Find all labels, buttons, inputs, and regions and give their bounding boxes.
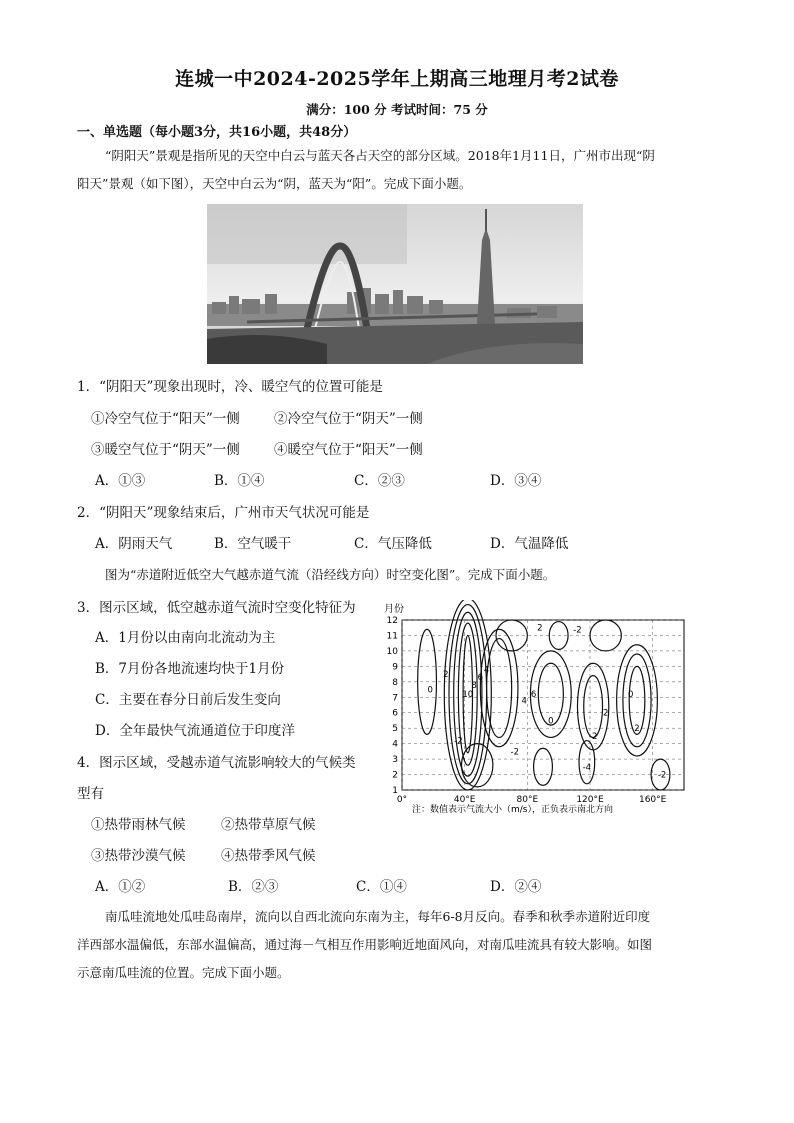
x-tick-labels — [397, 795, 667, 805]
contour-value-label: 2 — [602, 708, 609, 719]
contour-value-label: 4 — [483, 665, 490, 676]
q1-item-1: ①冷空气位于“阳天”一侧 — [91, 411, 240, 427]
intro1-line1: “阴阳天”景观是指所见的天空中白云与蓝天各占天空的部分区域。2018年1月11日，广州市出现“阴 — [105, 148, 655, 163]
contour-value-label: 6 — [530, 690, 537, 701]
q1-choice-a[interactable]: A．①③ — [95, 473, 146, 489]
q4-choice-c[interactable]: C．①④ — [356, 879, 407, 895]
q4-item-1: ①热带雨林气候 — [91, 817, 186, 833]
q3-choice-c[interactable]: C．主要在春分日前后发生变向 — [95, 692, 281, 708]
intro-paragraph-1 — [77, 142, 719, 198]
y-tick-label: 10 — [386, 646, 398, 657]
section-heading: 一、单选题（每小题3分，共16小题，共48分） — [77, 125, 357, 140]
y-tick-label: 5 — [392, 724, 398, 735]
question-4-stem-line2: 型有 — [77, 786, 104, 802]
contour-value-label: -2 — [510, 747, 520, 758]
q2-choice-c[interactable]: C．气压降低 — [354, 536, 432, 552]
cross-equatorial-flow-chart — [382, 600, 692, 815]
contour-value-label: 2 — [443, 670, 449, 681]
q2-choice-b[interactable]: B．空气暖干 — [214, 536, 292, 552]
contour-value-label: 10 — [462, 690, 474, 701]
contour-value-label: -2 — [573, 625, 582, 636]
y-tick-label: 4 — [392, 739, 398, 750]
contour-value-label: -2 — [588, 731, 598, 742]
q1-item-2: ②冷空气位于“阴天”一侧 — [274, 411, 423, 427]
question-3-stem: 3．图示区域，低空越赤道气流时空变化特征为 — [77, 600, 356, 616]
q4-choice-a[interactable]: A．①② — [95, 879, 146, 895]
q4-item-4: ④热带季风气候 — [221, 848, 316, 864]
q1-choice-b[interactable]: B．①④ — [214, 473, 265, 489]
contour-value-label: 6 — [477, 673, 484, 684]
y-tick-label: 7 — [392, 693, 398, 704]
intro3-line1: 南瓜哇流地处瓜哇岛南岸，流向以自西北流向东南为主，每年6-8月反向。春季和秋季赤道附近印度 — [105, 909, 651, 924]
contour-value-label: 0 — [427, 685, 433, 696]
y-tick-labels — [387, 616, 399, 796]
chart-y-axis-label: 月份 — [384, 604, 404, 615]
guangzhou-skyline-photo — [207, 204, 583, 364]
q3-choice-b[interactable]: B．7月份各地流速均快于1月份 — [95, 661, 285, 677]
intro1-line2: 阳天”景观（如下图），天空中白云为“阴，蓝天为“阳”。完成下面小题。 — [77, 176, 472, 191]
contour-value-label: 0 — [548, 716, 554, 727]
contour-value-label: -2 — [657, 770, 667, 781]
page-title: 连城一中2024-2025学年上期高三地理月考2试卷 — [175, 68, 619, 90]
contour-value-label: 2 — [537, 623, 543, 634]
q4-item-3: ③热带沙漠气候 — [91, 848, 186, 864]
intro3-line2: 洋西部水温偏低，东部水温偏高，通过海－气相互作用影响近地面风向，对南瓜哇流具有较大影响。如图 — [77, 937, 653, 952]
x-tick-label: 120°E — [576, 795, 604, 805]
contour-value-label: 0 — [628, 690, 634, 701]
contour-value-label: 8 — [471, 680, 477, 691]
q1-item-3: ③暖空气位于“阴天”一侧 — [91, 442, 240, 458]
y-tick-label: 8 — [392, 677, 398, 688]
intro-paragraph-2: 图为“赤道附近低空大气越赤道气流（沿经线方向）时空变化图”。完成下面小题。 — [105, 567, 556, 582]
contour-value-label: -4 — [582, 762, 592, 773]
y-tick-label: 2 — [392, 770, 398, 781]
q1-item-4: ④暖空气位于“阳天”一侧 — [274, 442, 423, 458]
exam-info: 满分：100 分 考试时间：75 分 — [306, 102, 488, 117]
q4-choice-b[interactable]: B．②③ — [228, 879, 279, 895]
question-1-stem: 1．“阴阳天”现象出现时，冷、暖空气的位置可能是 — [77, 379, 383, 395]
x-tick-label: 80°E — [516, 795, 539, 805]
question-4-stem-line1: 4．图示区域，受越赤道气流影响较大的气候类 — [77, 755, 356, 771]
intro-paragraph-3 — [77, 903, 719, 987]
y-tick-label: 11 — [386, 631, 398, 642]
x-tick-label: 160°E — [638, 795, 667, 805]
q3-choice-d[interactable]: D．全年最快气流通道位于印度洋 — [95, 723, 295, 739]
q2-choice-d[interactable]: D．气温降低 — [490, 536, 569, 552]
q1-choice-d[interactable]: D．③④ — [490, 473, 542, 489]
contour-value-label: 4 — [521, 696, 527, 707]
x-tick-label: 0° — [396, 795, 408, 805]
y-tick-label: 6 — [392, 708, 398, 719]
x-tick-label: 40°E — [453, 795, 476, 805]
question-2-stem: 2．“阴阳天”现象结束后，广州市天气状况可能是 — [77, 505, 370, 521]
y-tick-label: 9 — [392, 662, 398, 673]
q1-choice-c[interactable]: C．②③ — [354, 473, 405, 489]
intro3-line3: 示意南瓜哇流的位置。完成下面小题。 — [77, 965, 290, 980]
q2-choice-a[interactable]: A．阴雨天气 — [95, 536, 173, 552]
q4-choice-d[interactable]: D．②④ — [490, 879, 542, 895]
y-tick-label: 3 — [392, 755, 398, 766]
chart-svg — [382, 600, 692, 815]
y-tick-label: 12 — [386, 616, 398, 626]
y-tick-label: 1 — [392, 786, 398, 796]
q4-item-2: ②热带草原气候 — [221, 817, 316, 833]
contour-value-label: -2 — [454, 736, 463, 747]
q3-choice-a[interactable]: A．1月份以由南向北流动为主 — [95, 630, 276, 646]
chart-note: 注：数值表示气流大小（m/s），正负表示南北方向 — [412, 805, 613, 815]
contour-value-label: 2 — [634, 724, 640, 735]
